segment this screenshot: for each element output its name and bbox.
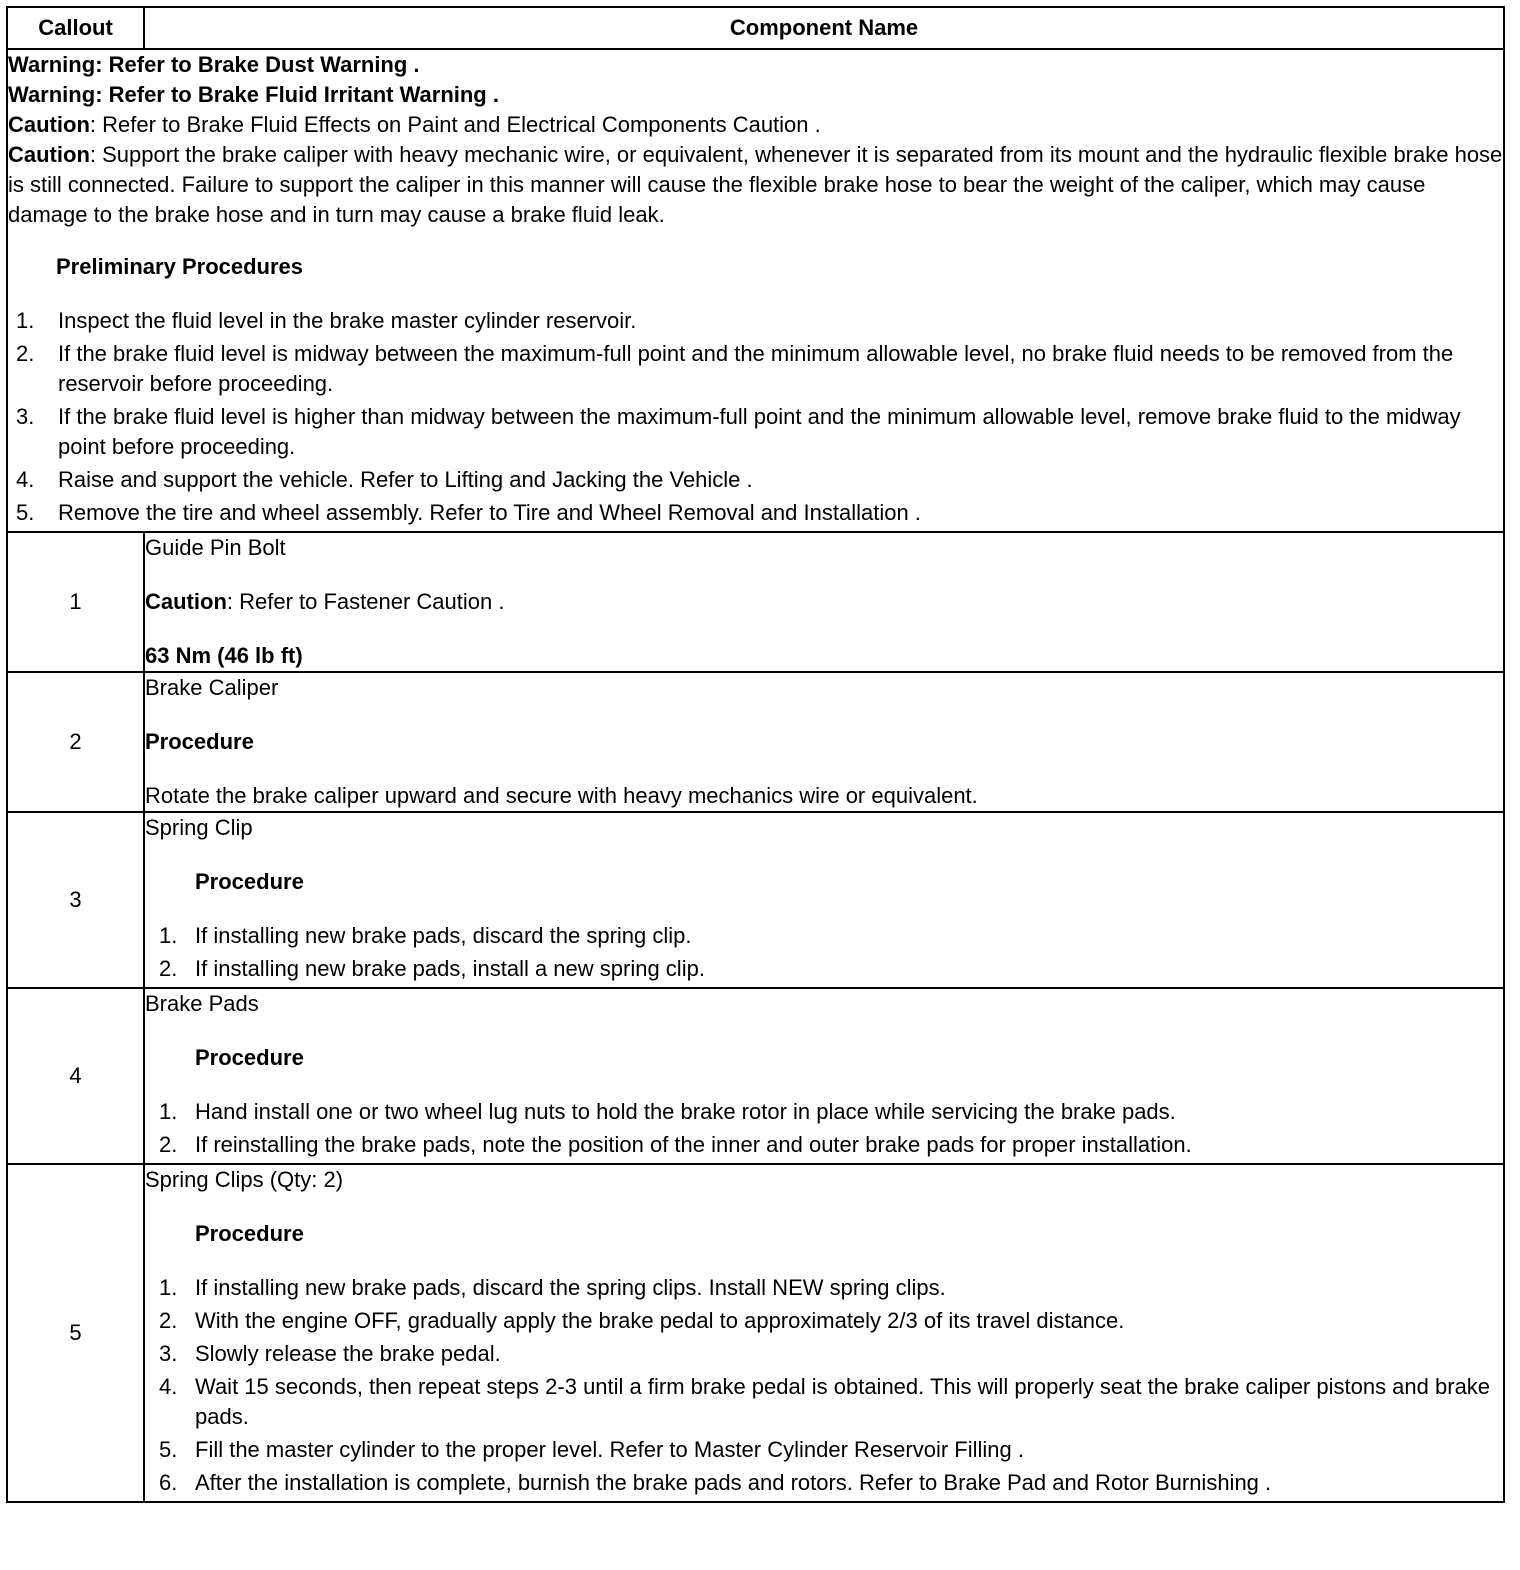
caution-line: Caution: Refer to Fastener Caution .	[145, 589, 505, 614]
callout-number: 3	[7, 812, 144, 988]
warning-line: Warning: Refer to Brake Dust Warning .	[8, 52, 420, 77]
warning-line: Warning: Refer to Brake Fluid Irritant Warning .	[8, 82, 499, 107]
list-item: 5. Fill the master cylinder to the proper level. Refer to Master Cylinder Reservoir Filling .	[159, 1437, 1024, 1462]
table-row	[7, 988, 1504, 1164]
list-item: 1. Hand install one or two wheel lug nuts to hold the brake rotor in place while servicing the brake pads.	[159, 1099, 1176, 1124]
list-item: 5. Remove the tire and wheel assembly. Refer to Tire and Wheel Removal and Installation .	[16, 500, 921, 525]
list-item: 1. If installing new brake pads, discard the spring clip.	[159, 923, 692, 948]
component-cell	[144, 672, 1504, 812]
procedure-label: Procedure	[195, 869, 304, 894]
component-name: Brake Caliper	[145, 675, 279, 700]
list-item: 2. If reinstalling the brake pads, note the position of the inner and outer brake pads for proper installation.	[159, 1132, 1192, 1157]
callout-number: 5	[7, 1164, 144, 1502]
table-row	[7, 1164, 1504, 1502]
list-item: 1. If installing new brake pads, discard the spring clips. Install NEW spring clips.	[159, 1275, 946, 1300]
component-cell	[144, 532, 1504, 672]
header-row	[7, 7, 1504, 49]
component-cell	[144, 1164, 1504, 1502]
list-item: 3. Slowly release the brake pedal.	[159, 1341, 501, 1366]
list-item: 2. If the brake fluid level is midway between the maximum-full point and the minimum allowable level, no brake fluid needs to be removed from the reservoir before proceeding.	[16, 341, 1454, 396]
preliminary-procedures-title: Preliminary Procedures	[56, 254, 304, 279]
component-cell	[144, 988, 1504, 1164]
list-item: 4. Wait 15 seconds, then repeat steps 2-3 until a firm brake pedal is obtained. This will properly seat the brake caliper pistons and brake pads.	[159, 1374, 1491, 1429]
list-item: 1. Inspect the fluid level in the brake master cylinder reservoir.	[16, 308, 637, 333]
table-row	[7, 812, 1504, 988]
callout-number: 1	[7, 532, 144, 672]
procedure-table	[6, 6, 1505, 1503]
list-item: 3. If the brake fluid level is higher than midway between the maximum-full point and the minimum allowable level, remove brake fluid to the midway point before proceeding.	[16, 404, 1461, 459]
procedure-steps-list	[145, 1097, 1503, 1160]
procedure-label: Procedure	[145, 729, 254, 754]
procedure-steps-list	[145, 921, 1503, 984]
table-row	[7, 532, 1504, 672]
component-name: Spring Clip	[145, 815, 253, 840]
procedure-label: Procedure	[195, 1221, 304, 1246]
list-item: 2. With the engine OFF, gradually apply the brake pedal to approximately 2/3 of its travel distance.	[159, 1308, 1125, 1333]
caution-line: Caution: Refer to Brake Fluid Effects on Paint and Electrical Components Caution .	[8, 112, 821, 137]
callout-number: 4	[7, 988, 144, 1164]
procedure-steps-list	[145, 1273, 1503, 1498]
preliminary-steps-list	[8, 306, 1503, 528]
callout-header: Callout	[7, 7, 144, 49]
callout-number: 2	[7, 672, 144, 812]
component-name: Brake Pads	[145, 991, 259, 1016]
component-name-header: Component Name	[144, 7, 1504, 49]
intro-cell	[7, 49, 1504, 532]
list-item: 2. If installing new brake pads, install a new spring clip.	[159, 956, 705, 981]
component-name: Spring Clips (Qty: 2)	[145, 1167, 344, 1192]
caution-line: Caution: Support the brake caliper with heavy mechanic wire, or equivalent, whenever it is separated from its mount and the hydraulic flexible brake hose is still connected. Failure to support the caliper in this manner will cause the flexible brake hose to bear the weight of the caliper, which may cause damage to the brake hose and in turn may cause a brake fluid leak.	[8, 142, 1503, 227]
torque-spec: 63 Nm (46 lb ft)	[145, 643, 303, 668]
table-row	[7, 672, 1504, 812]
intro-row	[7, 49, 1504, 532]
procedure-label: Procedure	[195, 1045, 304, 1070]
procedure-text: Rotate the brake caliper upward and secure with heavy mechanics wire or equivalent.	[145, 783, 978, 808]
list-item: 6. After the installation is complete, burnish the brake pads and rotors. Refer to Brake Pad and Rotor Burnishing .	[159, 1470, 1272, 1495]
component-name: Guide Pin Bolt	[145, 535, 286, 560]
component-cell	[144, 812, 1504, 988]
list-item: 4. Raise and support the vehicle. Refer to Lifting and Jacking the Vehicle .	[16, 467, 753, 492]
